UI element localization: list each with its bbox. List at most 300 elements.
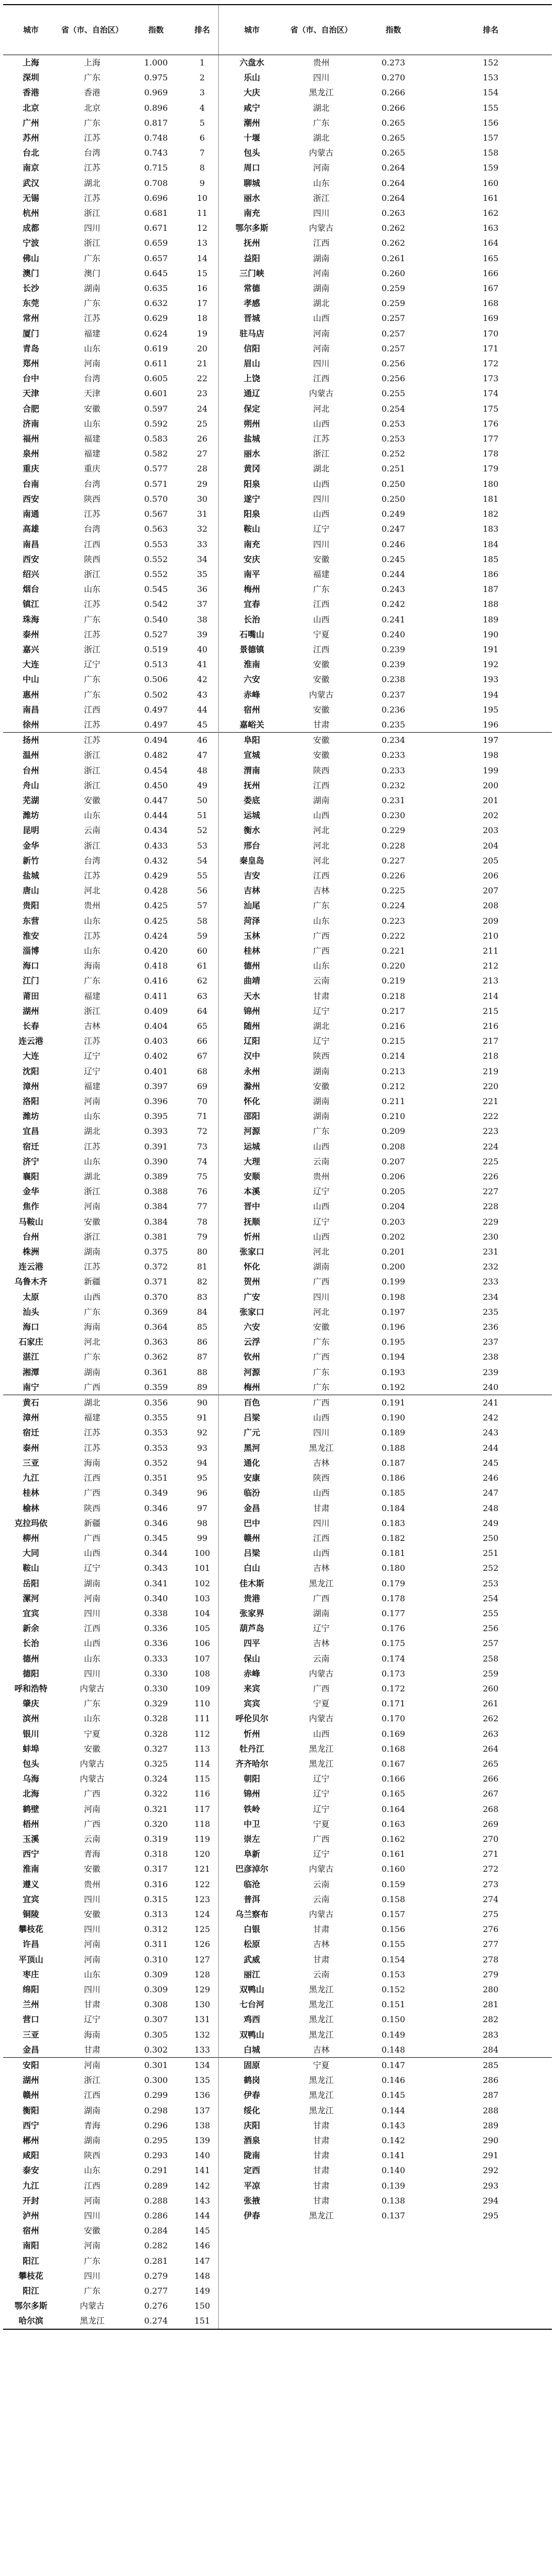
- right-rank-cell: 288: [482, 2105, 499, 2115]
- left-rank-cell: 123: [194, 1894, 211, 1904]
- right-rank-cell: 205: [482, 855, 499, 866]
- left-city-cell: 泉州: [22, 449, 39, 459]
- left-province-cell: 江苏: [83, 509, 100, 519]
- right-index-cell: 0.235: [381, 719, 405, 730]
- right-province-cell: 云南: [312, 1156, 329, 1166]
- left-index-cell: 0.346: [144, 1503, 168, 1513]
- right-city-cell: 河源: [218, 1365, 285, 1380]
- table-row: [3, 416, 552, 431]
- left-rank-cell: 144: [194, 2211, 211, 2221]
- left-province-cell: 河南: [83, 1593, 100, 1603]
- left-index-cell: 0.289: [144, 2180, 168, 2191]
- left-index-cell: 0.708: [144, 178, 168, 188]
- table-row: [3, 1771, 552, 1786]
- right-rank-cell: 171: [482, 343, 499, 353]
- left-index-cell: 0.293: [144, 2150, 168, 2161]
- table-row: [3, 1696, 552, 1711]
- left-province-cell: 河南: [83, 1201, 100, 1212]
- left-index-cell: 0.341: [144, 1578, 168, 1588]
- left-index-cell: 0.381: [144, 1231, 168, 1242]
- table-row: [3, 85, 552, 100]
- right-province-cell: 云南: [312, 1894, 329, 1904]
- right-province-cell: 内蒙古: [308, 1909, 334, 1919]
- right-index-cell: 0.152: [381, 1985, 405, 1994]
- left-province-cell: 广西: [83, 1382, 100, 1392]
- right-province-cell: 湖北: [312, 298, 329, 309]
- right-index-cell: 0.240: [381, 629, 405, 639]
- right-index-cell: 0.220: [381, 961, 405, 971]
- left-city-cell: 南阳: [22, 2241, 39, 2251]
- left-city-cell: 无锡: [22, 193, 39, 203]
- table-row: [3, 251, 552, 266]
- right-city-cell: 永州: [218, 1064, 285, 1079]
- right-rank-cell: 270: [482, 1834, 499, 1844]
- left-city-cell: 江门: [22, 976, 39, 986]
- right-rank-cell: [429, 2313, 552, 2329]
- right-province-cell: 山西: [312, 810, 329, 821]
- table-row: [3, 1516, 552, 1531]
- left-city-cell: 潍坊: [22, 1111, 39, 1122]
- left-rank-cell: 62: [197, 976, 207, 986]
- table-row: [3, 1576, 552, 1591]
- left-rank-cell: 52: [197, 825, 207, 836]
- right-province-cell: 江西: [312, 1533, 329, 1543]
- right-index-cell: 0.238: [381, 674, 405, 685]
- left-city-cell: 芜湖: [22, 795, 39, 805]
- right-rank-cell: 180: [482, 479, 499, 489]
- right-province-cell: 浙江: [312, 449, 329, 459]
- left-province-cell: 云南: [83, 1834, 100, 1844]
- left-city-cell: 西安: [22, 554, 39, 564]
- left-rank-cell: 58: [197, 916, 207, 926]
- left-index-cell: 0.338: [144, 1608, 168, 1618]
- left-city-cell: 绵阳: [22, 1985, 39, 1994]
- right-city-cell: [218, 2283, 285, 2298]
- left-index-cell: 0.454: [144, 765, 168, 775]
- right-index-cell: 0.257: [381, 313, 405, 324]
- left-city-cell: 南昌: [22, 704, 39, 715]
- right-rank-cell: 284: [482, 2044, 499, 2055]
- right-rank-cell: 290: [482, 2136, 499, 2146]
- left-province-cell: 湖南: [83, 283, 100, 294]
- right-rank-cell: 272: [482, 1864, 499, 1874]
- right-city-cell: 怀化: [218, 1259, 285, 1274]
- left-index-cell: 0.429: [144, 870, 168, 880]
- left-province-cell: 江西: [83, 1623, 100, 1634]
- left-rank-cell: 14: [197, 253, 207, 263]
- left-rank-cell: 124: [194, 1909, 211, 1919]
- table-row: [3, 1094, 552, 1109]
- left-province-cell: 广东: [83, 976, 100, 986]
- left-city-cell: 岳阳: [22, 1578, 39, 1588]
- left-city-cell: 湛江: [22, 1352, 39, 1362]
- left-city-cell: 焦作: [22, 1201, 39, 1212]
- left-city-cell: 宿迁: [22, 1428, 39, 1438]
- right-city-cell: 汉中: [218, 1048, 285, 1063]
- right-city-cell: 七台河: [218, 1997, 285, 2012]
- right-index-cell: 0.168: [381, 1743, 405, 1754]
- left-index-cell: 0.896: [144, 103, 168, 113]
- right-rank-cell: 169: [482, 313, 499, 324]
- right-province-cell: 广西: [312, 1834, 329, 1844]
- table-row: [3, 883, 552, 898]
- left-province-cell: 河南: [83, 1096, 100, 1107]
- right-city-cell: 景德镇: [218, 642, 285, 657]
- right-rank-cell: 230: [482, 1231, 499, 1242]
- left-index-cell: 0.351: [144, 1473, 168, 1483]
- right-rank-cell: 164: [482, 238, 499, 248]
- table-row: [3, 1019, 552, 1033]
- right-province-cell: 吉林: [312, 1939, 329, 1950]
- left-rank-cell: 107: [194, 1653, 211, 1664]
- right-city-cell: 潮州: [218, 115, 285, 130]
- left-province-cell: 江苏: [83, 1141, 100, 1151]
- right-rank-cell: 246: [482, 1473, 499, 1483]
- left-province-cell: 江苏: [83, 1443, 100, 1453]
- right-rank-cell: [429, 2253, 552, 2268]
- table-row: [3, 1169, 552, 1184]
- right-rank-cell: 161: [482, 193, 499, 203]
- right-province-cell: 吉林: [312, 1563, 329, 1573]
- left-province-cell: 四川: [83, 1608, 100, 1618]
- right-index-cell: 0.170: [381, 1714, 405, 1724]
- right-city-cell: 陇南: [218, 2148, 285, 2163]
- right-rank-cell: 244: [482, 1443, 499, 1453]
- right-index-cell: 0.139: [381, 2180, 405, 2191]
- right-index-cell: 0.259: [381, 283, 405, 294]
- right-province-cell: 湖南: [312, 1066, 329, 1076]
- table-row: [3, 371, 552, 386]
- right-city-cell: 桂林: [218, 943, 285, 958]
- left-city-cell: 洛阳: [22, 1096, 39, 1107]
- right-city-cell: 本溪: [218, 1184, 285, 1199]
- left-rank-cell: 38: [197, 614, 207, 624]
- left-index-cell: 0.317: [144, 1864, 168, 1874]
- right-rank-cell: 271: [482, 1849, 499, 1859]
- left-city-cell: 九江: [22, 1473, 39, 1483]
- table-row: [3, 1109, 552, 1124]
- table-row: [3, 1048, 552, 1063]
- left-rank-cell: 48: [197, 765, 207, 775]
- right-rank-cell: 233: [482, 1277, 499, 1287]
- right-city-cell: 平凉: [218, 2178, 285, 2193]
- left-rank-cell: 87: [197, 1352, 207, 1362]
- left-province-cell: 山东: [83, 418, 100, 429]
- left-rank-cell: 20: [197, 343, 207, 353]
- right-rank-cell: 178: [482, 449, 499, 459]
- table-row: [3, 401, 552, 416]
- right-index-cell: 0.158: [381, 1894, 405, 1904]
- right-index-cell: 0.197: [381, 1307, 405, 1317]
- left-rank-cell: 13: [197, 238, 207, 248]
- left-province-cell: 四川: [83, 1985, 100, 1994]
- right-province-cell: 广西: [312, 1683, 329, 1693]
- right-province-cell: 内蒙古: [308, 388, 334, 399]
- left-rank-cell: 40: [197, 644, 207, 654]
- right-province-cell: 黑龙江: [308, 1999, 334, 2010]
- left-index-cell: 0.384: [144, 1216, 168, 1227]
- left-province-cell: 新疆: [83, 1518, 100, 1528]
- right-province-cell: 黑龙江: [308, 2090, 334, 2100]
- right-index-cell: 0.186: [381, 1473, 405, 1483]
- table-row: [3, 838, 552, 853]
- right-index-cell: 0.151: [381, 1999, 405, 2010]
- left-city-cell: 枣庄: [22, 1969, 39, 1979]
- left-rank-cell: 118: [194, 1819, 211, 1829]
- header-province-right: 省（市、自治区）: [285, 5, 357, 55]
- table-row: [3, 221, 552, 235]
- left-rank-cell: 131: [194, 2014, 211, 2025]
- right-city-cell: 盐城: [218, 431, 285, 446]
- right-rank-cell: 241: [429, 1395, 552, 1411]
- right-province-cell: 黑龙江: [308, 1578, 334, 1588]
- right-city-cell: 绥化: [218, 2103, 285, 2118]
- right-rank-cell: 191: [482, 644, 499, 654]
- left-index-cell: 0.389: [144, 1172, 168, 1182]
- left-index-cell: 0.320: [144, 1819, 168, 1829]
- right-province-cell: 江西: [312, 374, 329, 384]
- left-city-cell: 湖州: [22, 1006, 39, 1016]
- left-province-cell: 福建: [83, 1413, 100, 1423]
- right-province-cell: 湖南: [312, 1262, 329, 1272]
- left-index-cell: 0.432: [144, 855, 168, 866]
- right-city-cell: 黄冈: [218, 461, 285, 476]
- left-index-cell: 0.601: [144, 388, 168, 399]
- left-city-cell: 银川: [22, 1728, 39, 1739]
- table-row: [3, 567, 552, 582]
- right-province-cell: 贵州: [312, 1172, 329, 1182]
- right-rank-cell: 172: [482, 359, 499, 369]
- right-city-cell: 通化: [218, 1455, 285, 1470]
- right-province-cell: 山西: [312, 509, 329, 519]
- right-rank-cell: 186: [482, 569, 499, 579]
- left-province-cell: 江苏: [83, 599, 100, 609]
- left-city-cell: 梧州: [22, 1819, 39, 1829]
- right-rank-cell: 220: [482, 1081, 499, 1091]
- table-row: [3, 2283, 552, 2298]
- right-city-cell: 娄底: [218, 793, 285, 808]
- left-city-cell: 哈尔滨: [3, 2313, 59, 2329]
- right-province-cell: 黑龙江: [308, 1758, 334, 1769]
- left-city-cell: 盐城: [22, 870, 39, 880]
- table-row: [3, 1561, 552, 1575]
- right-rank-cell: 192: [482, 659, 499, 670]
- left-province-cell: 四川: [83, 223, 100, 233]
- left-city-cell: 济南: [22, 418, 39, 429]
- right-rank-cell: 221: [482, 1096, 499, 1107]
- right-index-cell: 0.196: [381, 1322, 405, 1332]
- left-index-cell: 0.403: [144, 1036, 168, 1046]
- right-index-cell: [357, 2253, 429, 2268]
- right-rank-cell: 242: [482, 1413, 499, 1423]
- table-row: [3, 1274, 552, 1289]
- right-index-cell: 0.211: [381, 1096, 405, 1107]
- left-rank-cell: 105: [194, 1623, 211, 1634]
- left-index-cell: 0.286: [144, 2211, 168, 2221]
- right-city-cell: 吉林: [218, 883, 285, 898]
- right-rank-cell: 266: [482, 1774, 499, 1784]
- left-province-cell: 云南: [83, 825, 100, 836]
- right-index-cell: 0.140: [381, 2165, 405, 2176]
- left-rank-cell: 56: [197, 886, 207, 896]
- table-row: [3, 386, 552, 401]
- left-province-cell: 江西: [83, 2090, 100, 2100]
- left-province-cell: 安徽: [83, 1743, 100, 1754]
- left-city-cell: 中山: [22, 674, 39, 685]
- table-row: [3, 1033, 552, 1048]
- right-index-cell: 0.166: [381, 1774, 405, 1784]
- right-province-cell: 黑龙江: [308, 2029, 334, 2040]
- right-city-cell: [218, 2313, 285, 2329]
- table-row: [3, 55, 552, 71]
- left-city-cell: 珠海: [22, 614, 39, 624]
- table-row: [3, 326, 552, 341]
- left-index-cell: 0.659: [144, 238, 168, 248]
- right-city-cell: 固原: [218, 2058, 285, 2073]
- left-province-cell: 辽宁: [83, 1066, 100, 1076]
- left-city-cell: 金昌: [22, 2044, 39, 2055]
- left-index-cell: 0.619: [144, 343, 168, 353]
- left-city-cell: 蚌埠: [22, 1743, 39, 1754]
- left-rank-cell: 57: [197, 901, 207, 911]
- right-province-cell: 山东: [312, 178, 329, 188]
- left-city-cell: 香港: [22, 88, 39, 98]
- left-city-cell: 大连: [22, 1051, 39, 1061]
- left-rank-cell: 17: [197, 298, 207, 309]
- right-index-cell: 0.169: [381, 1728, 405, 1739]
- left-rank-cell: 26: [197, 434, 207, 444]
- right-index-cell: 0.165: [381, 1789, 405, 1799]
- left-index-cell: 0.571: [144, 479, 168, 489]
- left-rank-cell: 12: [197, 223, 207, 233]
- right-index-cell: 0.225: [381, 886, 405, 896]
- table-row: [3, 2133, 552, 2148]
- table-row: [3, 2298, 552, 2313]
- left-rank-cell: 30: [197, 494, 207, 504]
- left-rank-cell: 25: [197, 418, 207, 429]
- left-province-cell: 山东: [83, 1653, 100, 1664]
- left-index-cell: 0.542: [144, 599, 168, 609]
- left-index-cell: 0.540: [144, 614, 168, 624]
- right-province-cell: 广西: [312, 1277, 329, 1287]
- right-rank-cell: 243: [482, 1428, 499, 1438]
- right-province-cell: 广东: [312, 901, 329, 911]
- left-rank-cell: 110: [194, 1699, 211, 1709]
- right-rank-cell: 181: [482, 494, 499, 504]
- right-rank-cell: 258: [482, 1653, 499, 1664]
- left-rank-cell: 140: [194, 2150, 211, 2161]
- right-index-cell: 0.223: [381, 916, 405, 926]
- right-index-cell: 0.229: [381, 825, 405, 836]
- table-row: [3, 1395, 552, 1411]
- left-province-cell: 青海: [83, 1849, 100, 1859]
- right-rank-cell: 293: [482, 2180, 499, 2191]
- table-row: [3, 2163, 552, 2178]
- right-index-cell: 0.200: [381, 1262, 405, 1272]
- left-index-cell: 0.743: [144, 148, 168, 158]
- table-row: [3, 461, 552, 476]
- left-index-cell: 0.319: [144, 1834, 168, 1844]
- left-province-cell: 广东: [83, 73, 100, 83]
- left-rank-cell: 76: [197, 1187, 207, 1197]
- right-province-cell: 四川: [312, 73, 329, 83]
- right-province-cell: 黑龙江: [308, 1985, 334, 1994]
- right-index-cell: 0.253: [381, 434, 405, 444]
- right-rank-cell: 218: [482, 1051, 499, 1061]
- right-province-cell: 四川: [312, 1518, 329, 1528]
- right-index-cell: 0.157: [381, 1909, 405, 1919]
- header-index-right: 指数: [357, 5, 429, 55]
- left-rank-cell: 84: [197, 1307, 207, 1317]
- left-rank-cell: 32: [197, 524, 207, 534]
- left-rank-cell: 77: [197, 1201, 207, 1212]
- right-rank-cell: 256: [482, 1623, 499, 1634]
- left-city-cell: 赣州: [22, 2090, 39, 2100]
- right-index-cell: 0.143: [381, 2120, 405, 2130]
- right-city-cell: 葫芦岛: [218, 1621, 285, 1636]
- left-index-cell: 0.313: [144, 1909, 168, 1919]
- right-city-cell: 邢台: [218, 838, 285, 853]
- right-index-cell: 0.241: [381, 614, 405, 624]
- left-province-cell: 浙江: [83, 569, 100, 579]
- right-province-cell: 湖南: [312, 1111, 329, 1122]
- right-province-cell: 河北: [312, 825, 329, 836]
- right-city-cell: 张掖: [218, 2193, 285, 2208]
- left-city-cell: 台中: [22, 374, 39, 384]
- right-province-cell: 内蒙古: [308, 148, 334, 158]
- right-rank-cell: 194: [482, 689, 499, 700]
- right-rank-cell: 287: [482, 2090, 499, 2100]
- right-province-cell: 福建: [312, 569, 329, 579]
- left-city-cell: 嘉兴: [22, 644, 39, 654]
- table-row: [3, 341, 552, 356]
- table-row: [3, 1531, 552, 1546]
- right-city-cell: 安顺: [218, 1169, 285, 1184]
- right-city-cell: 安康: [218, 1470, 285, 1485]
- right-rank-cell: 188: [482, 599, 499, 609]
- right-city-cell: 巴中: [218, 1516, 285, 1531]
- right-city-cell: 忻州: [218, 1229, 285, 1244]
- left-rank-cell: 120: [194, 1849, 211, 1859]
- left-rank-cell: 69: [197, 1081, 207, 1091]
- right-index-cell: 0.159: [381, 1879, 405, 1889]
- left-rank-cell: 97: [197, 1503, 207, 1513]
- right-province-cell: 甘肃: [312, 2195, 329, 2206]
- left-city-cell: 湘潭: [22, 1367, 39, 1377]
- left-city-cell: 滨州: [22, 1714, 39, 1724]
- left-province-cell: 青海: [83, 2120, 100, 2130]
- right-province-cell: 湖南: [312, 1096, 329, 1107]
- left-city-cell: 泰州: [22, 1443, 39, 1453]
- left-index-cell: 0.327: [144, 1743, 168, 1754]
- left-city-cell: 玉溪: [22, 1834, 39, 1844]
- right-rank-cell: 216: [482, 1021, 499, 1031]
- left-rank-cell: 90: [186, 1395, 218, 1411]
- left-province-cell: 浙江: [83, 1006, 100, 1016]
- right-rank-cell: 157: [482, 133, 499, 143]
- left-index-cell: 0.356: [126, 1395, 186, 1411]
- right-province-cell: 安徽: [312, 554, 329, 564]
- left-city-cell: 铜陵: [22, 1909, 39, 1919]
- left-city-cell: 青岛: [22, 343, 39, 353]
- left-city-cell: 宜宾: [22, 1894, 39, 1904]
- left-province-cell: 广东: [83, 2286, 100, 2296]
- right-index-cell: 0.227: [381, 855, 405, 866]
- left-city-cell: 株洲: [22, 1247, 39, 1257]
- table-row: [3, 266, 552, 281]
- right-province-cell: 山西: [312, 1548, 329, 1558]
- left-rank-cell: 29: [197, 479, 207, 489]
